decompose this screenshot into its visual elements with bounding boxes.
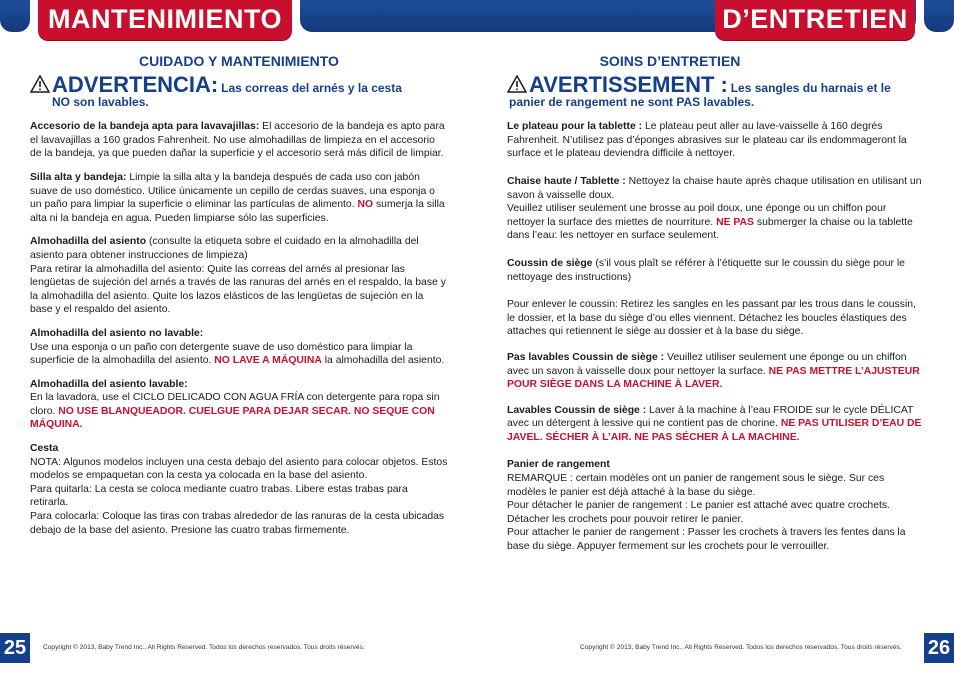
right-warning	[507, 71, 925, 110]
left-section-title: CUIDADO Y MANTENIMIENTO	[139, 53, 339, 69]
right-nonwash-text: Veuillez utiliser seulement une éponge ou un chiffon avec un savon à vaisselle doux pour nettoyer la surface.	[507, 351, 907, 377]
right-chair-text: Nettoyez la chaise haute après chaque utilisation en utilisant un savon à vaisselle doux.	[507, 175, 922, 201]
right-tray-label: Le plateau pour la tablette :	[507, 121, 643, 133]
right-basket-remove: Pour détacher le panier de rangement : Le panier est attaché avec quatre crochets. Détacher les crochets pour pouvoir retirer le panier.	[507, 500, 890, 525]
left-chair-no: NO	[357, 199, 374, 211]
right-basket-label: Panier de rangement	[507, 459, 610, 471]
right-basket-place: Pour attacher le panier de rangement : Passer les crochets à travers les fentes dans la base du siège. Appuyer fermement sur les crochets pour le verrouiller.	[507, 527, 906, 553]
right-chair-text-2: Veuillez utiliser seulement une brosse au poil doux, une éponge ou un chiffon pour nettoyer la surface des miettes de nourriture.	[507, 203, 887, 228]
left-wash-paragraph	[30, 378, 448, 432]
right-warning-text-2: panier de rangement ne sont PAS lavables.	[509, 95, 755, 110]
left-basket-place: Para colocarla: Coloque las tiras con trabas alrededor de las ranuras de la cesta ubicadas debajo de la base del asiento. Presione las cuatro trabas firmemente.	[30, 511, 445, 536]
header-bar-right-edge	[924, 0, 954, 32]
left-basket-note: NOTA: Algunos modelos incluyen una cesta debajo del asiento para colocar objetos. Estos modelos se empaquetan con la cesta ya colocada en la base del asiento.	[30, 456, 448, 482]
left-copyright: Copyright © 2013, Baby Trend Inc., All Rights Reserved. Todos los derechos reservados. Tous droits réservés.	[43, 644, 365, 651]
right-warning-text: Les sangles du harnais et le	[730, 80, 891, 95]
left-warning-word: ADVERTENCIA:	[52, 71, 219, 97]
left-nonwash-text: Use una esponja o un paño con detergente suave de uso doméstico para limpiar la superficie de la almohadilla del asiento.	[30, 341, 413, 367]
right-pad-text: (s’il vous plaît se référer à l’étiquette sur le coussin du siège pour le nettoyage des instructions)	[507, 257, 905, 283]
left-nonwash-label: Almohadilla del asiento no lavable:	[30, 327, 204, 339]
right-pad-label: Coussin de siège	[507, 257, 593, 269]
left-warning-text: Las correas del arnés y la cesta	[221, 80, 402, 95]
right-wash-paragraph	[507, 404, 925, 445]
right-basket-note: REMARQUE : certain modèles ont un panier de rangement sous le siège. Sur ces modèles le panier est déjà attaché à la base du siège.	[507, 473, 885, 498]
right-nonwash-red: NE PAS METTRE L’AJUSTEUR POUR SIÈGE DANS LA MACHINE À LAVER.	[507, 365, 920, 391]
right-nonwash-paragraph	[507, 351, 925, 392]
left-tray-label: Accesorio de la bandeja apta para lavavajillas:	[30, 121, 260, 133]
right-chair-red: NE PAS	[716, 216, 754, 228]
right-basket-paragraph	[507, 458, 925, 553]
left-warning	[30, 71, 448, 110]
left-chair-text-2: sumerja la silla alta ni la bandeja en agua. Pueden limpiarse sólo las superficies.	[30, 199, 445, 224]
left-tray-text: El accesorio de la bandeja es apto para el lavavajillas a 160 grados Fahrenheit. No use almohadillas de limpieza en el accesorio de la bandeja, ya que pueden dañar la superficie y el accesorio será más difícil de limpiar.	[30, 121, 445, 160]
left-pad-label: Almohadilla del asiento	[30, 236, 147, 248]
right-tray-text: Le plateau peut aller au lave-vaisselle à 160 degrés Fahrenheit. N’utilisez pas d’éponges abrasives sur le plateau car ils endommageront la surface et le plateau deviendra difficile à nettoyer.	[507, 121, 907, 160]
right-pad-remove: Pour enlever le coussin: Retirez les sangles en les passant par les trous dans le coussin, le dossier, et la base du siège d’ou elles viennent. Détachez les boucles élastiques des attaches qui retiennent le siège au dossier et à la base du siège.	[507, 299, 916, 338]
left-wash-text: En la lavadora, use el CICLO DELICADO CON AGUA FRÍA con detergente para ropa sin cloro.	[30, 392, 440, 417]
right-chair-label: Chaise haute / Tablette :	[507, 175, 626, 187]
right-warning-word: AVERTISSEMENT :	[529, 71, 728, 97]
left-chair-label: Silla alta y bandeja:	[30, 171, 127, 183]
left-basket-label: Cesta	[30, 443, 59, 455]
left-pad-remove: Para retirar la almohadilla del asiento: Quite las correas del arnés al presionar las lengüetas de sujeción del arnés a través de las ranuras del arnés en el respaldo, la base y la almohadilla del asiento. Quite los lazos elásticos de las lengüetas de sujeción en la base y el respaldo del asiento.	[30, 263, 446, 316]
right-chair-text-3: submerger la chaise ou la tablette dans l’eau: les nettoyer en surface seulement.	[507, 216, 913, 242]
warning-triangle-icon	[30, 75, 50, 93]
right-copyright: Copyright © 2013, Baby Trend Inc., All Rights Reserved. Todos los derechos reservados. Tous droits réservés.	[580, 644, 902, 651]
left-nonwash-text-2: la almohadilla del asiento.	[321, 355, 445, 367]
left-nonwash-paragraph	[30, 327, 448, 368]
right-tray-paragraph	[507, 120, 925, 161]
warning-triangle-icon	[507, 75, 527, 93]
right-page-number: 26	[924, 633, 954, 663]
right-nonwash-label: Pas lavables Coussin de siège :	[507, 351, 665, 363]
left-tray-paragraph	[30, 120, 448, 161]
right-wash-label: Lavables Coussin de siège :	[507, 404, 647, 416]
right-header-title: D’ENTRETIEN	[715, 0, 915, 40]
right-pad-paragraph	[507, 257, 925, 284]
left-warning-text-2: NO son lavables.	[52, 95, 149, 110]
left-header-title: MANTENIMIENTO	[38, 0, 292, 40]
right-wash-text: Laver à la machine à l’eau FROIDE sur le cycle DÉLICAT avec un détergent à lessive qui ne contient pas de chorine.	[507, 404, 914, 430]
right-column	[507, 55, 925, 564]
left-pad-text: (consulte la etiqueta sobre el cuidado en la almohadilla del asiento para obtener instrucciones de limpieza)	[30, 236, 419, 261]
left-wash-label: Almohadilla del asiento lavable:	[30, 378, 188, 390]
right-section-title: SOINS D’ENTRETIEN	[599, 53, 741, 69]
left-nonwash-red: NO LAVE A MÁQUINA	[214, 355, 322, 367]
left-basket-remove: Para quitarla: La cesta se coloca mediante cuatro trabas. Libere estas trabas para retirarla.	[30, 483, 408, 509]
right-chair-paragraph	[507, 175, 925, 243]
right-wash-red: NE PAS UTILISER D’EAU DE JAVEL. SÉCHER À L’AIR. NE PAS SÉCHER À LA MACHINE.	[507, 418, 922, 443]
left-basket-paragraph	[30, 442, 448, 537]
left-pad-paragraph	[30, 235, 448, 317]
left-page-number: 25	[0, 633, 30, 663]
right-pad-remove-paragraph	[507, 298, 925, 339]
left-chair-paragraph	[30, 171, 448, 225]
left-column	[30, 55, 448, 547]
header-bar-left-edge	[0, 0, 30, 32]
left-chair-text: Limpie la silla alta y la bandeja después de cada uso con jabón suave de uso doméstico. Utilice únicamente un cepillo de cerdas suaves, una esponja o un paño para limpiar la superficie o eliminar las partículas de alimento.	[30, 171, 435, 211]
left-wash-red: NO USE BLANQUEADOR. CUELGUE PARA DEJAR SECAR. NO SEQUE CON MÁQUINA.	[30, 405, 435, 431]
